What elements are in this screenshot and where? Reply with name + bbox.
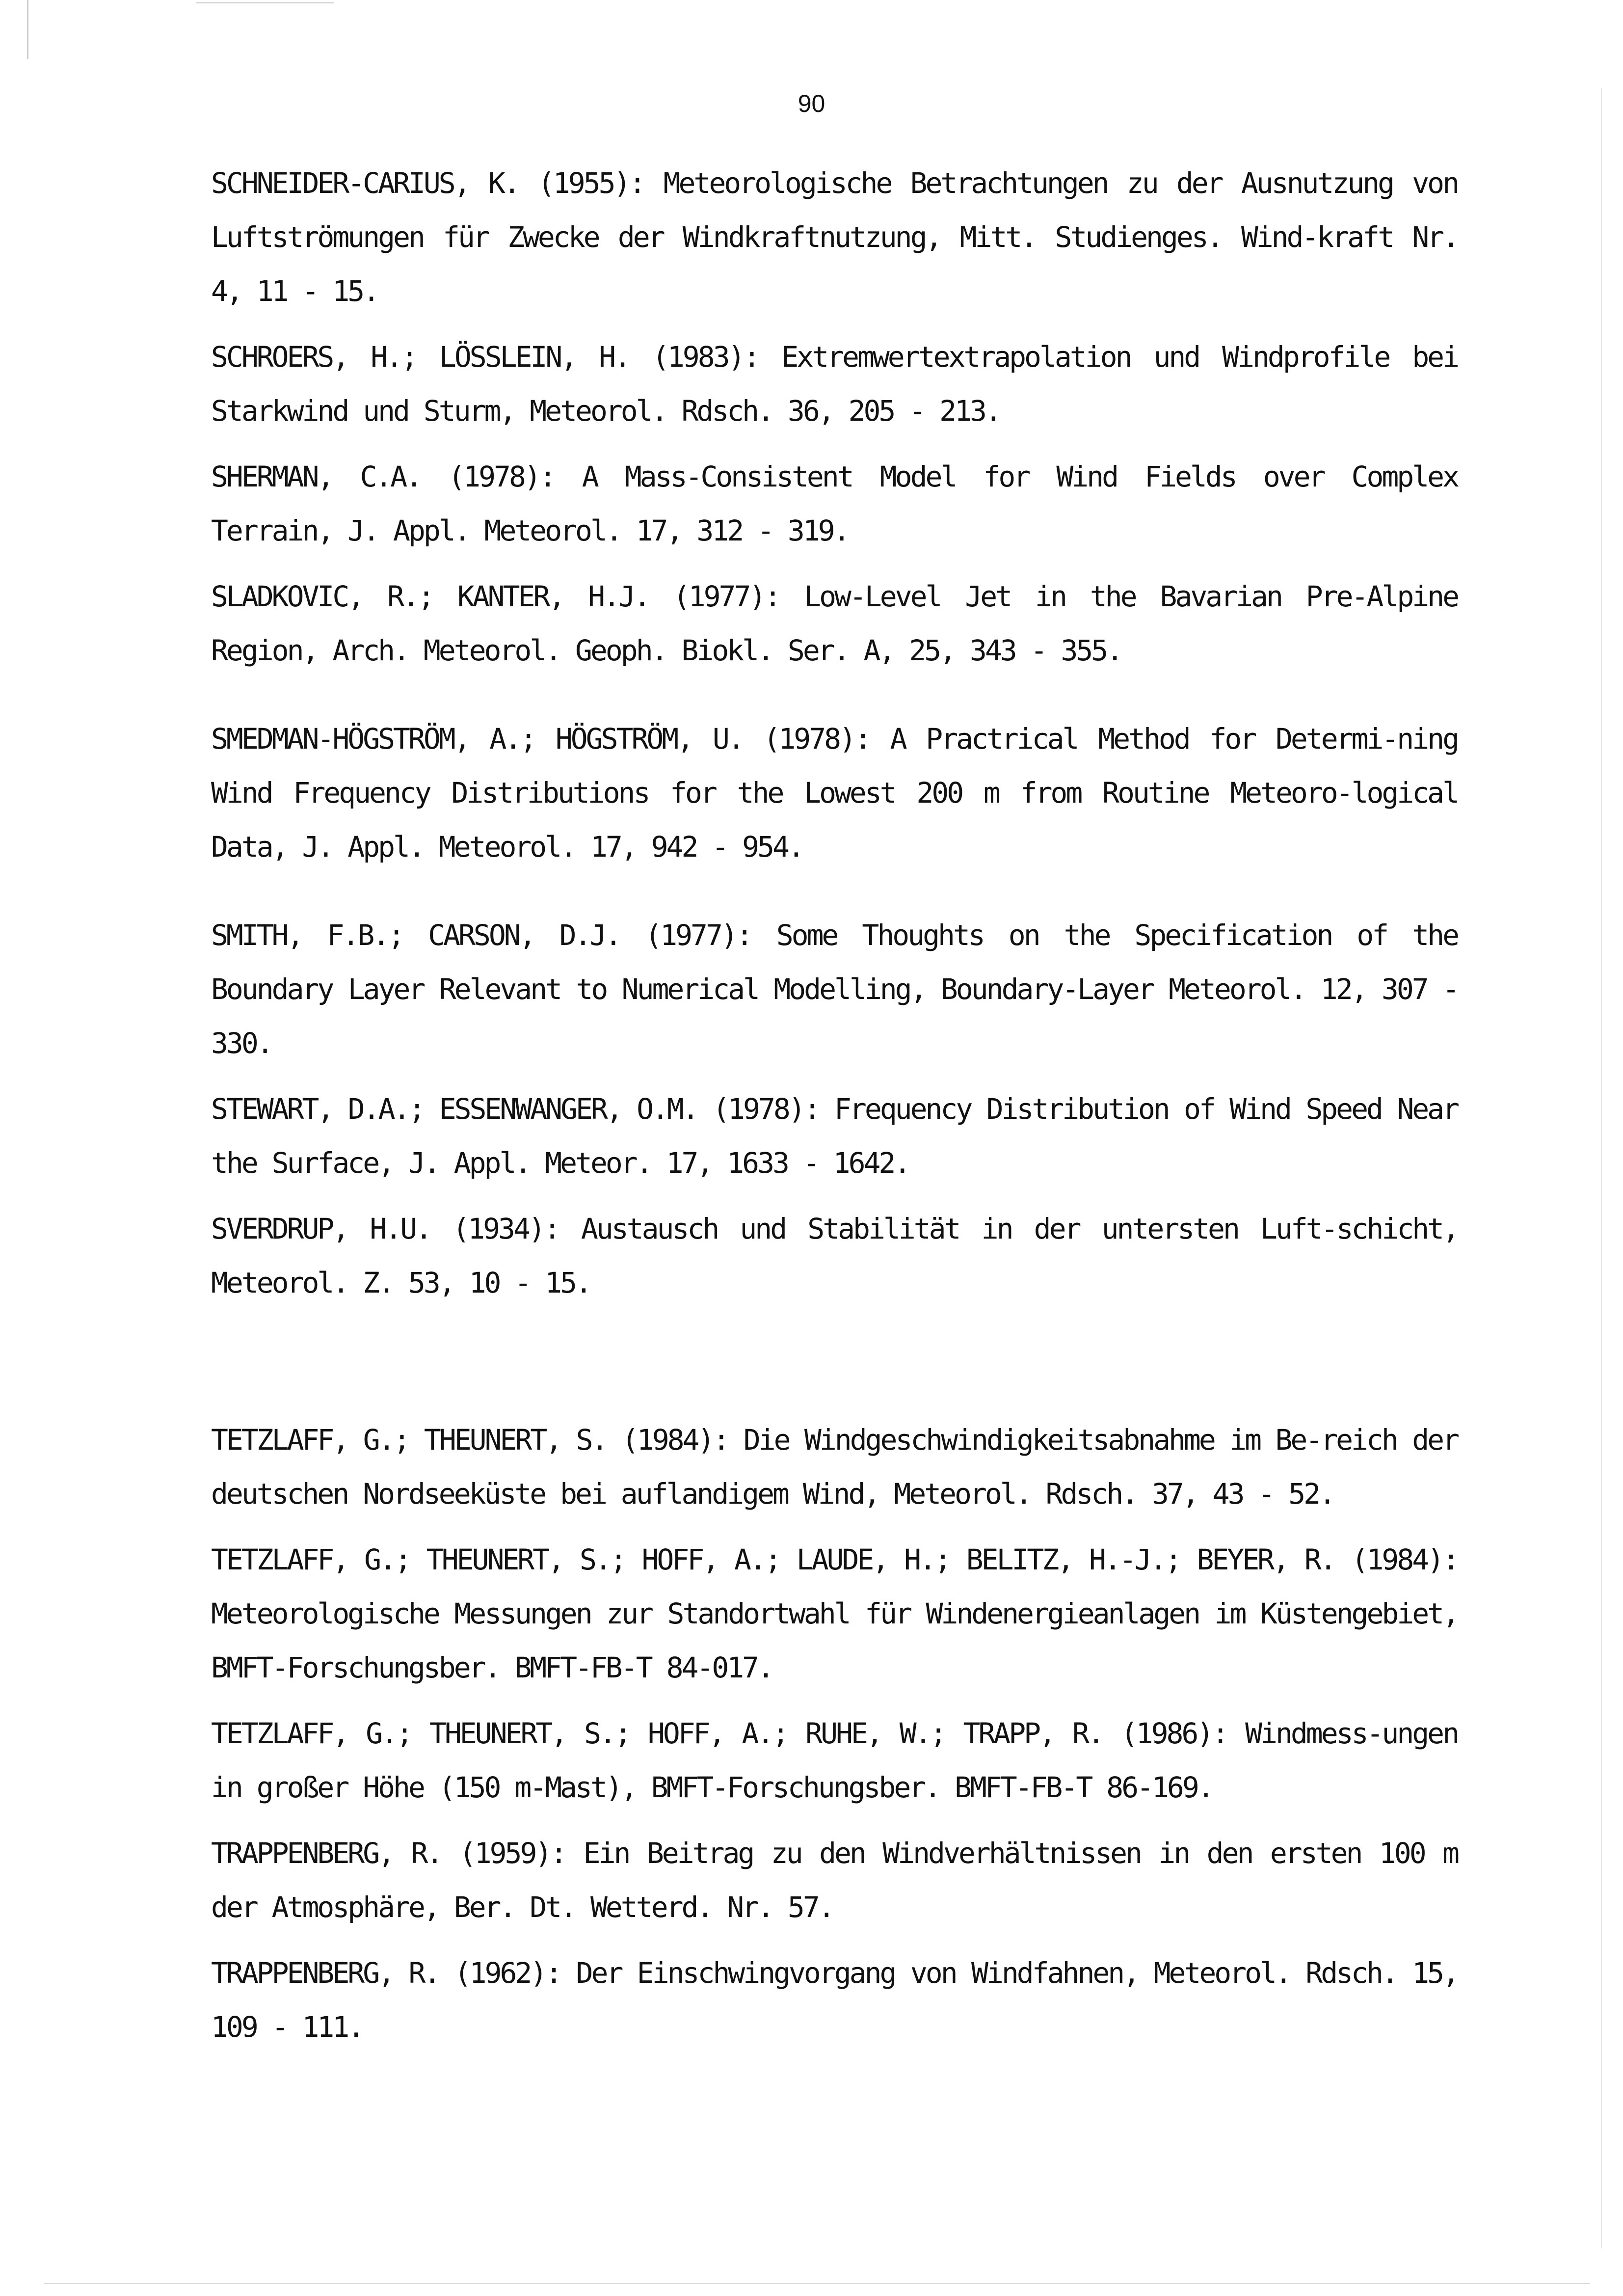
reference-list (211, 156, 1458, 2054)
reference-entry: TETZLAFF, G.; THEUNERT, S.; HOFF, A.; LAUDE, H.; BELITZ, H.-J.; BEYER, R. (1984): Meteorologische Messungen zur Standortwahl für Windenergieanlagen im Küstengebiet, BMFT-Forschungsber. BMFT-FB-T 84-017. (211, 1543, 1458, 1684)
scan-edge-line-right (1601, 88, 1602, 2248)
reference-entry: TRAPPENBERG, R. (1962): Der Einschwingvorgang von Windfahnen, Meteorol. Rdsch. 15, 109 - 111. (211, 1956, 1458, 2044)
scan-edge-line-top (196, 2, 334, 3)
scan-edge-line-bottom (44, 2283, 1590, 2284)
reference-entry: STEWART, D.A.; ESSENWANGER, O.M. (1978): Frequency Distribution of Wind Speed Near the Surface, J. Appl. Meteor. 17, 1633 - 1642. (211, 1092, 1458, 1180)
reference-entry: SMITH, F.B.; CARSON, D.J. (1977): Some Thoughts on the Specification of the Boundary Layer Relevant to Numerical Modelling, Boundary-Layer Meteorol. 12, 307 - 330. (211, 918, 1458, 1060)
reference-entry: SLADKOVIC, R.; KANTER, H.J. (1977): Low-Level Jet in the Bavarian Pre-Alpine Region, Arch. Meteorol. Geoph. Biokl. Ser. A, 25, 343 - 355. (211, 580, 1458, 667)
scan-edge-line-left (27, 0, 28, 59)
reference-entry: SVERDRUP, H.U. (1934): Austausch und Stabilität in der untersten Luft-schicht, Meteorol. Z. 53, 10 - 15. (211, 1212, 1458, 1299)
reference-entry: TRAPPENBERG, R. (1959): Ein Beitrag zu den Windverhältnissen in den ersten 100 m der Atmosphäre, Ber. Dt. Wetterd. Nr. 57. (211, 1837, 1458, 1924)
reference-entry: TETZLAFF, G.; THEUNERT, S.; HOFF, A.; RUHE, W.; TRAPP, R. (1986): Windmess-ungen in großer Höhe (150 m-Mast), BMFT-Forschungsber. BMFT-FB-T 86-169. (211, 1717, 1458, 1804)
reference-entry: TETZLAFF, G.; THEUNERT, S. (1984): Die Windgeschwindigkeitsabnahme im Be-reich der deutschen Nordseeküste bei auflandigem Wind, Meteorol. Rdsch. 37, 43 - 52. (211, 1423, 1458, 1511)
reference-entry: SHERMAN, C.A. (1978): A Mass-Consistent Model for Wind Fields over Complex Terrain, J. Appl. Meteorol. 17, 312 - 319. (211, 460, 1458, 547)
reference-entry: SCHROERS, H.; LÖSSLEIN, H. (1983): Extremwertextrapolation und Windprofile bei Starkwind und Sturm, Meteorol. Rdsch. 36, 205 - 213. (211, 340, 1458, 428)
page-number: 90 (798, 90, 825, 117)
reference-entry: SCHNEIDER-CARIUS, K. (1955): Meteorologische Betrachtungen zu der Ausnutzung von Luftströmungen für Zwecke der Windkraftnutzung, Mitt. Studienges. Wind-kraft Nr. 4, 11 - 15. (211, 166, 1458, 308)
reference-entry: SMEDMAN-HÖGSTRÖM, A.; HÖGSTRÖM, U. (1978): A Practrical Method for Determi-ning Wind Frequency Distributions for the Lowest 200 m from Routine Meteoro-logical Data, J. Appl. Meteorol. 17, 942 - 954. (211, 722, 1458, 864)
